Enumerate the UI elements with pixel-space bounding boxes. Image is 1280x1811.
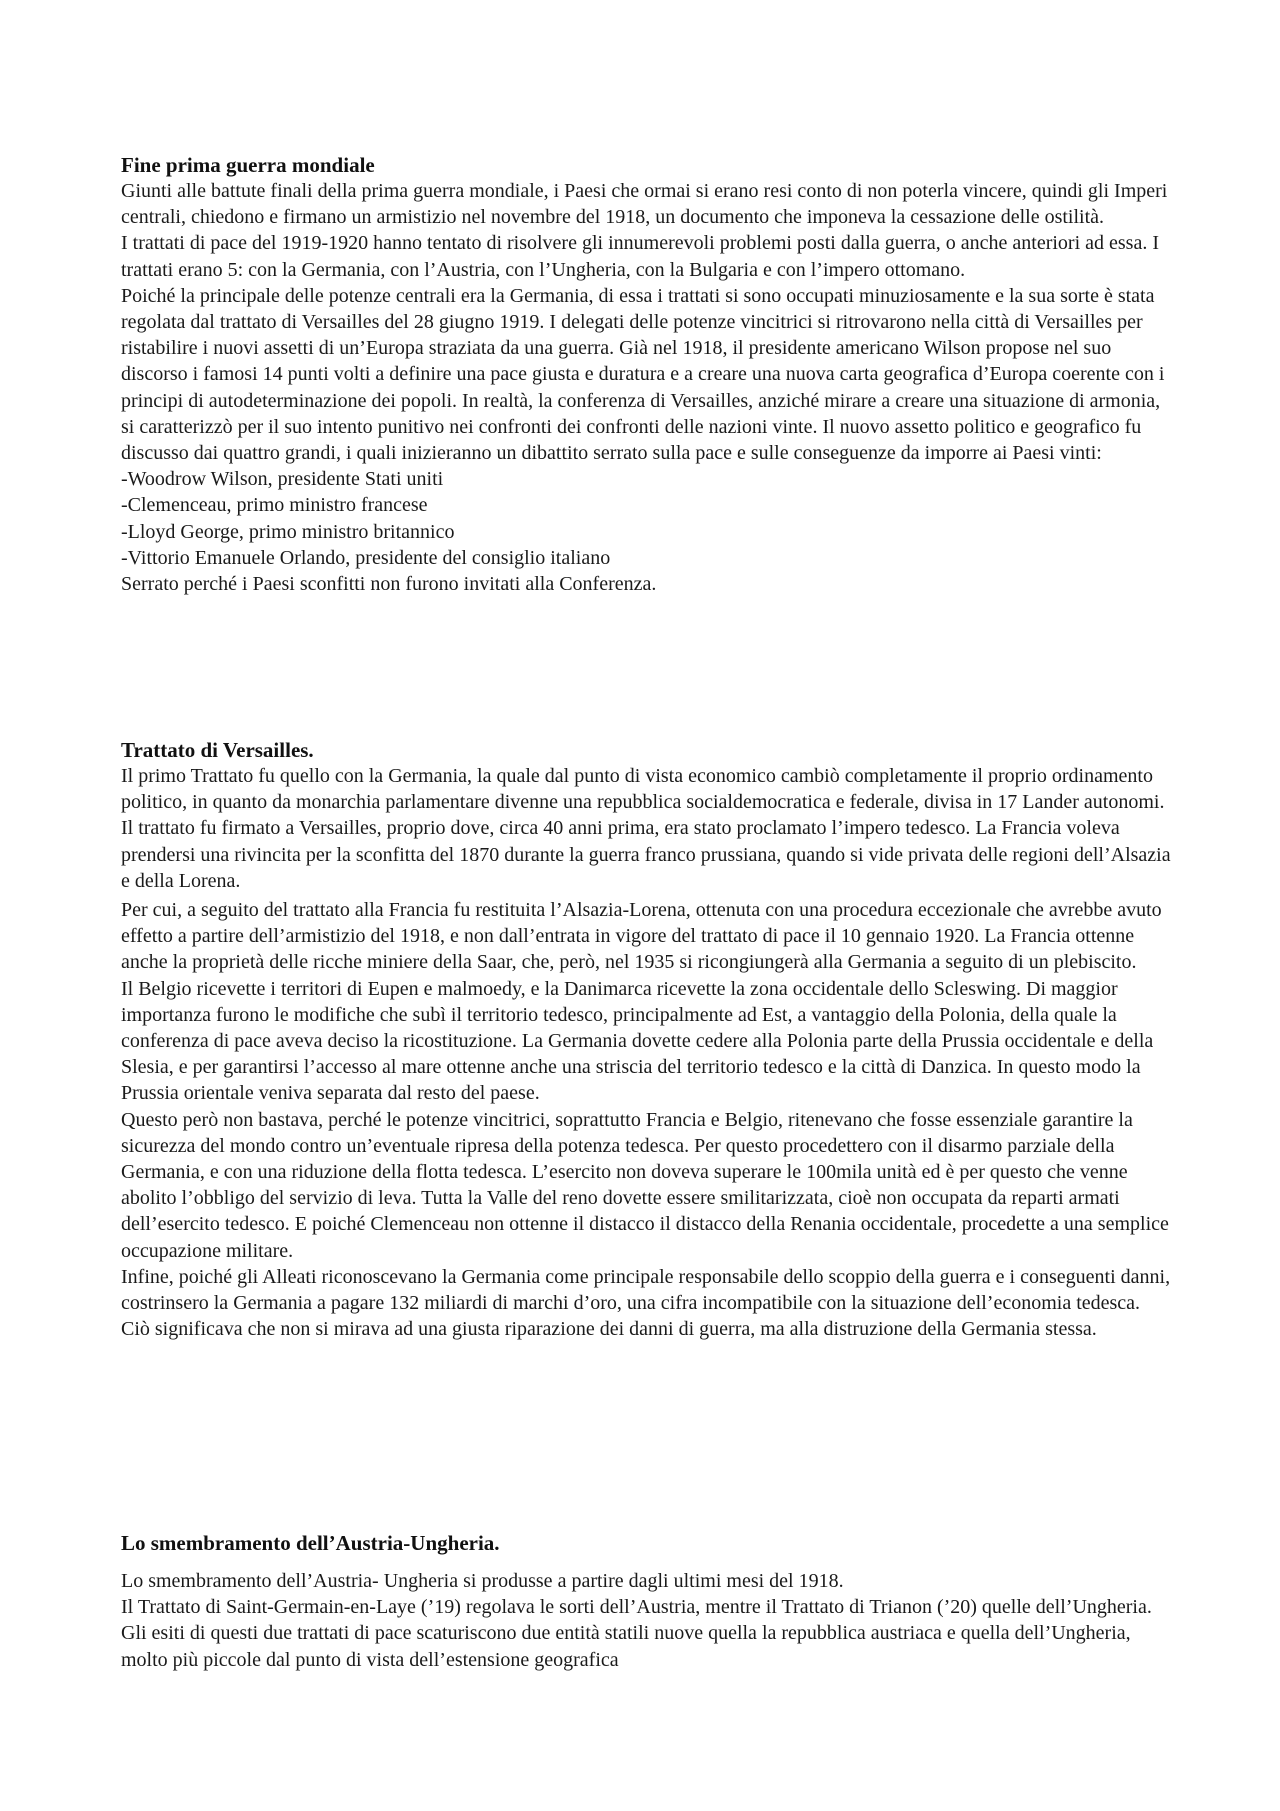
section-smembramento-austria-ungheria: [121, 1530, 1171, 1673]
paragraph: Infine, poiché gli Alleati riconoscevano la Germania come principale responsabile dello scoppio della guerra e i conseguenti danni, costrinsero la Germania a pagare 132 miliardi di marchi d’oro, una cifra incompatibile con la situazione dell’economia tedesca. Ciò significava che non si mirava ad una giusta riparazione dei danni di guerra, ma alla distruzione della Germania stessa.: [121, 1265, 1171, 1341]
paragraph: Il trattato fu firmato a Versailles, proprio dove, circa 40 anni prima, era stato proclamato l’impero tedesco. La Francia voleva prendersi una rivincita per la sconfitta del 1870 durante la guerra franco prussiana, quando si vide privata delle regioni dell’Alsazia e della Lorena.: [121, 817, 1171, 892]
section-title: Trattato di Versailles.: [121, 738, 314, 762]
section-title: Fine prima guerra mondiale: [121, 153, 375, 177]
list-item: -Lloyd George, primo ministro britannico: [121, 520, 455, 543]
paragraph: Questo però non bastava, perché le potenze vincitrici, soprattutto Francia e Belgio, ritenevano che fosse essenziale garantire la sicurezza del mondo contro un’eventuale ripresa della potenza tedesca. Per questo procedettero con il disarmo parziale della Germania, e con una riduzione della flotta tedesca. L’esercito non doveva superare le 100mila unità ed è per questo che venne abolito l’obbligo del servizio di leva. Tutta la Valle del reno dovette essere smilitarizzata, cioè non occupata da reparti armati dell’esercito tedesco. E poiché Clemenceau non ottenne il distacco il distacco della Renania occidentale, procedette a una semplice occupazione militare.: [121, 1108, 1169, 1262]
paragraph: I trattati di pace del 1919-1920 hanno tentato di risolvere gli innumerevoli problemi posti dalla guerra, o anche anteriori ad essa. I trattati erano 5: con la Germania, con l’Austria, con l’Ungheria, con la Bulgaria e con l’impero ottomano.: [121, 232, 1159, 281]
paragraph: Serrato perché i Paesi sconfitti non furono invitati alla Conferenza.: [121, 573, 657, 596]
paragraph: Lo smembramento dell’Austria- Ungheria si produsse a partire dagli ultimi mesi del 1918.: [121, 1570, 844, 1592]
paragraph: Per cui, a seguito del trattato alla Francia fu restituita l’Alsazia-Lorena, ottenuta con una procedura eccezionale che avrebbe avuto effetto a partire dell’armistizio del 1918, e non dall’entrata in vigore del trattato di pace il 10 gennaio 1920. La Francia ottenne anche la proprietà delle ricche miniere della Saar, che, però, nel 1935 si ricongiungerà alla Germania a seguito di un plebiscito.: [121, 899, 1162, 974]
section-trattato-versailles: [121, 737, 1171, 1342]
section-fine-prima-guerra: [121, 152, 1171, 597]
paragraph: Il primo Trattato fu quello con la Germania, la quale dal punto di vista economico cambiò completamente il proprio ordinamento politico, in quanto da monarchia parlamentare divenne una repubblica socialdemocratica e federale, divisa in 17 Lander autonomi.: [121, 765, 1165, 814]
paragraph: Il Trattato di Saint-Germain-en-Laye (’19) regolava le sorti dell’Austria, mentre il Trattato di Trianon (’20) quelle dell’Ungheria. Gli esiti di questi due trattati di pace scaturiscono due entità statili nuove quella la repubblica austriaca e quella dell’Ungheria, molto più piccole dal punto di vista dell’estensione geografica: [121, 1596, 1152, 1671]
list-item: -Vittorio Emanuele Orlando, presidente del consiglio italiano: [121, 546, 611, 569]
list-item: -Woodrow Wilson, presidente Stati uniti: [121, 468, 444, 491]
paragraph: Giunti alle battute finali della prima guerra mondiale, i Paesi che ormai si erano resi conto di non poterla vincere, quindi gli Imperi centrali, chiedono e firmano un armistizio nel novembre del 1918, un documento che imponeva la cessazione delle ostilità.: [121, 180, 1168, 229]
paragraph: Poiché la principale delle potenze centrali era la Germania, di essa i trattati si sono occupati minuziosamente e la sua sorte è stata regolata dal trattato di Versailles del 28 giugno 1919. I delegati delle potenze vincitrici si ritrovarono nella città di Versailles per ristabilire i nuovi assetti di un’Europa straziata da una guerra. Già nel 1918, il presidente americano Wilson propose nel suo discorso i famosi 14 punti volti a definire una pace giusta e duratura e a creare una nuova carta geografica d’Europa coerente con i principi di autodeterminazione dei popoli. In realtà, la conferenza di Versailles, anziché mirare a creare una situazione di armonia, si caratterizzò per il suo intento punitivo nei confronti dei confronti delle nazioni vinte. Il nuovo assetto politico e geografico fu discusso dai quattro grandi, i quali inizieranno un dibattito serrato sulla pace e sulle conseguenze da imporre ai Paesi vinti:: [121, 284, 1165, 465]
section-title: Lo smembramento dell’Austria-Ungheria.: [121, 1531, 500, 1555]
list-item: -Clemenceau, primo ministro francese: [121, 494, 428, 517]
paragraph: Il Belgio ricevette i territori di Eupen e malmoedy, e la Danimarca ricevette la zona occidentale dello Scleswing. Di maggior importanza furono le modifiche che subì il territorio tedesco, principalmente ad Est, a vantaggio della Polonia, della quale la conferenza di pace aveva deciso la ricostituzione. La Germania dovette cedere alla Polonia parte della Prussia occidentale e della Slesia, e per garantirsi l’accesso al mare ottenne anche una striscia del territorio tedesco e la città di Danzica. In questo modo la Prussia orientale veniva separata dal resto del paese.: [121, 977, 1154, 1105]
